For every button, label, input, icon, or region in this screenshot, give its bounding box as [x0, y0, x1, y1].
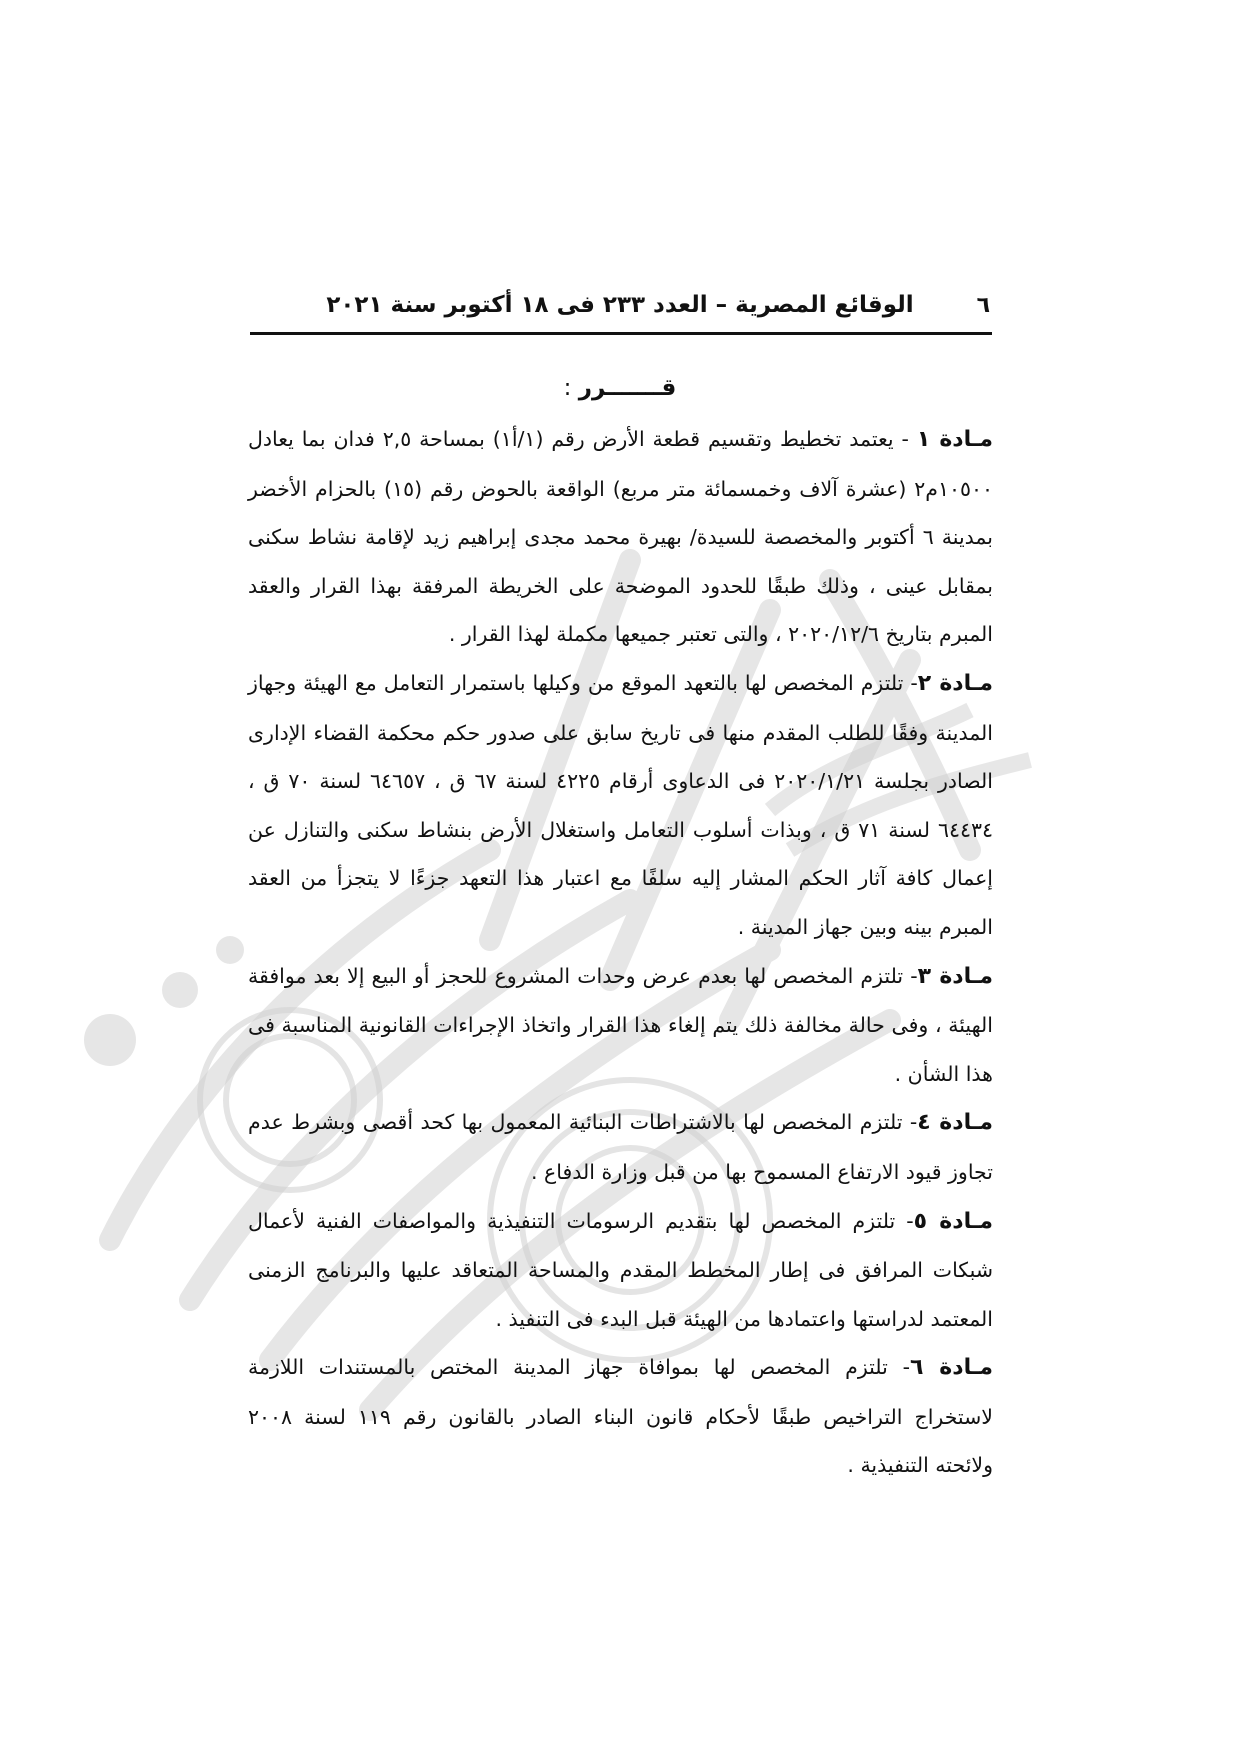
article-label: مـادة ٢ [917, 670, 993, 696]
article-label: مـادة ٤ [917, 1110, 993, 1136]
article-text: - تلتزم المخصص لها بالتعهد الموقع من وكيلها باستمرار التعامل مع الهيئة وجهاز المدينة وفقًا للطلب المقدم منها فى تاريخ سابق على صدور حكم محكمة القضاء الإدارى الصادر بجلسة ٢٠٢٠/١/٢١ فى الدعاوى أرقام ٤٢٢٥ لسنة ٦٧ ق ، ٦٤٦٥٧ لسنة ٧٠ ق ، ٦٤٤٣٤ لسنة ٧١ ق ، وبذات أسلوب التعامل واستغلال الأرض بنشاط سكنى والتنازل عن إعمال كافة آثار الحكم المشار إليه سلفًا مع اعتبار هذا التعهد جزءًا لا يتجزأ من العقد المبرم بينه وبين جهاز المدينة . [248, 670, 993, 939]
article-text: - تلتزم المخصص لها بموافاة جهاز المدينة المختص بالمستندات اللازمة لاستخراج التراخيص طبقًا لأحكام قانون البناء الصادر بالقانون رقم ١١٩ لسنة ٢٠٠٨ ولائحته التنفيذية . [248, 1355, 993, 1478]
decision-heading [250, 375, 990, 401]
page-header [250, 285, 990, 325]
decision-body [248, 415, 993, 1490]
article-text: - تلتزم المخصص لها بعدم عرض وحدات المشروع للحجز أو البيع إلا بعد موافقة الهيئة ، وفى حالة مخالفة ذلك يتم إلغاء هذا القرار واتخاذ الإجراءات القانونية المناسبة فى هذا الشأن . [248, 963, 993, 1086]
article-text: - تلتزم المخصص لها بالاشتراطات البنائية المعمول بها كحد أقصى وبشرط عدم تجاوز قيود الارتفاع المسموح بها من قبل وزارة الدفاع . [248, 1110, 993, 1184]
article-6 [248, 1343, 993, 1490]
article-3 [248, 952, 993, 1099]
article-label: مـادة ٥ [913, 1208, 993, 1234]
article-2 [248, 659, 993, 952]
article-text: - يعتمد تخطيط وتقسيم قطعة الأرض رقم (١/أ١) بمساحة ٢,٥ فدان بما يعادل ١٠٥٠٠م٢ (عشرة آلاف وخمسمائة متر مربع) الواقعة بالحوض رقم (١٥) بالحزام الأخضر بمدينة ٦ أكتوبر والمخصصة للسيدة/ بهيرة محمد مجدى إبراهيم زيد لإقامة نشاط سكنى بمقابل عينى ، وذلك طبقًا للحدود الموضحة على الخريطة المرفقة بهذا القرار والعقد المبرم بتاريخ ٢٠٢٠/١٢/٦ ، والتى تعتبر جميعها مكملة لهذا القرار . [248, 427, 994, 647]
article-1 [248, 415, 993, 659]
header-divider [250, 332, 992, 335]
article-label: مـادة ٦ [909, 1355, 993, 1381]
decision-heading-colon: : [563, 375, 579, 401]
gazette-title: الوقائع المصرية – العدد ٢٣٣ فى ١٨ أكتوبر سنة ٢٠٢١ [326, 292, 914, 318]
article-text: - تلتزم المخصص لها بتقديم الرسومات التنفيذية والمواصفات الفنية لأعمال شبكات المرافق فى إطار المخطط المقدم والمساحة المتعاقد عليها والبرنامج الزمنى المعتمد لدراستها واعتمادها من الهيئة قبل البدء فى التنفيذ . [248, 1208, 993, 1331]
decision-heading-text: قـــــــرر [578, 375, 677, 401]
article-label: مـادة ١ [916, 427, 994, 452]
article-4 [248, 1098, 993, 1196]
page-number: ٦ [976, 292, 990, 318]
article-label: مـادة ٣ [917, 963, 993, 989]
article-5 [248, 1197, 993, 1344]
